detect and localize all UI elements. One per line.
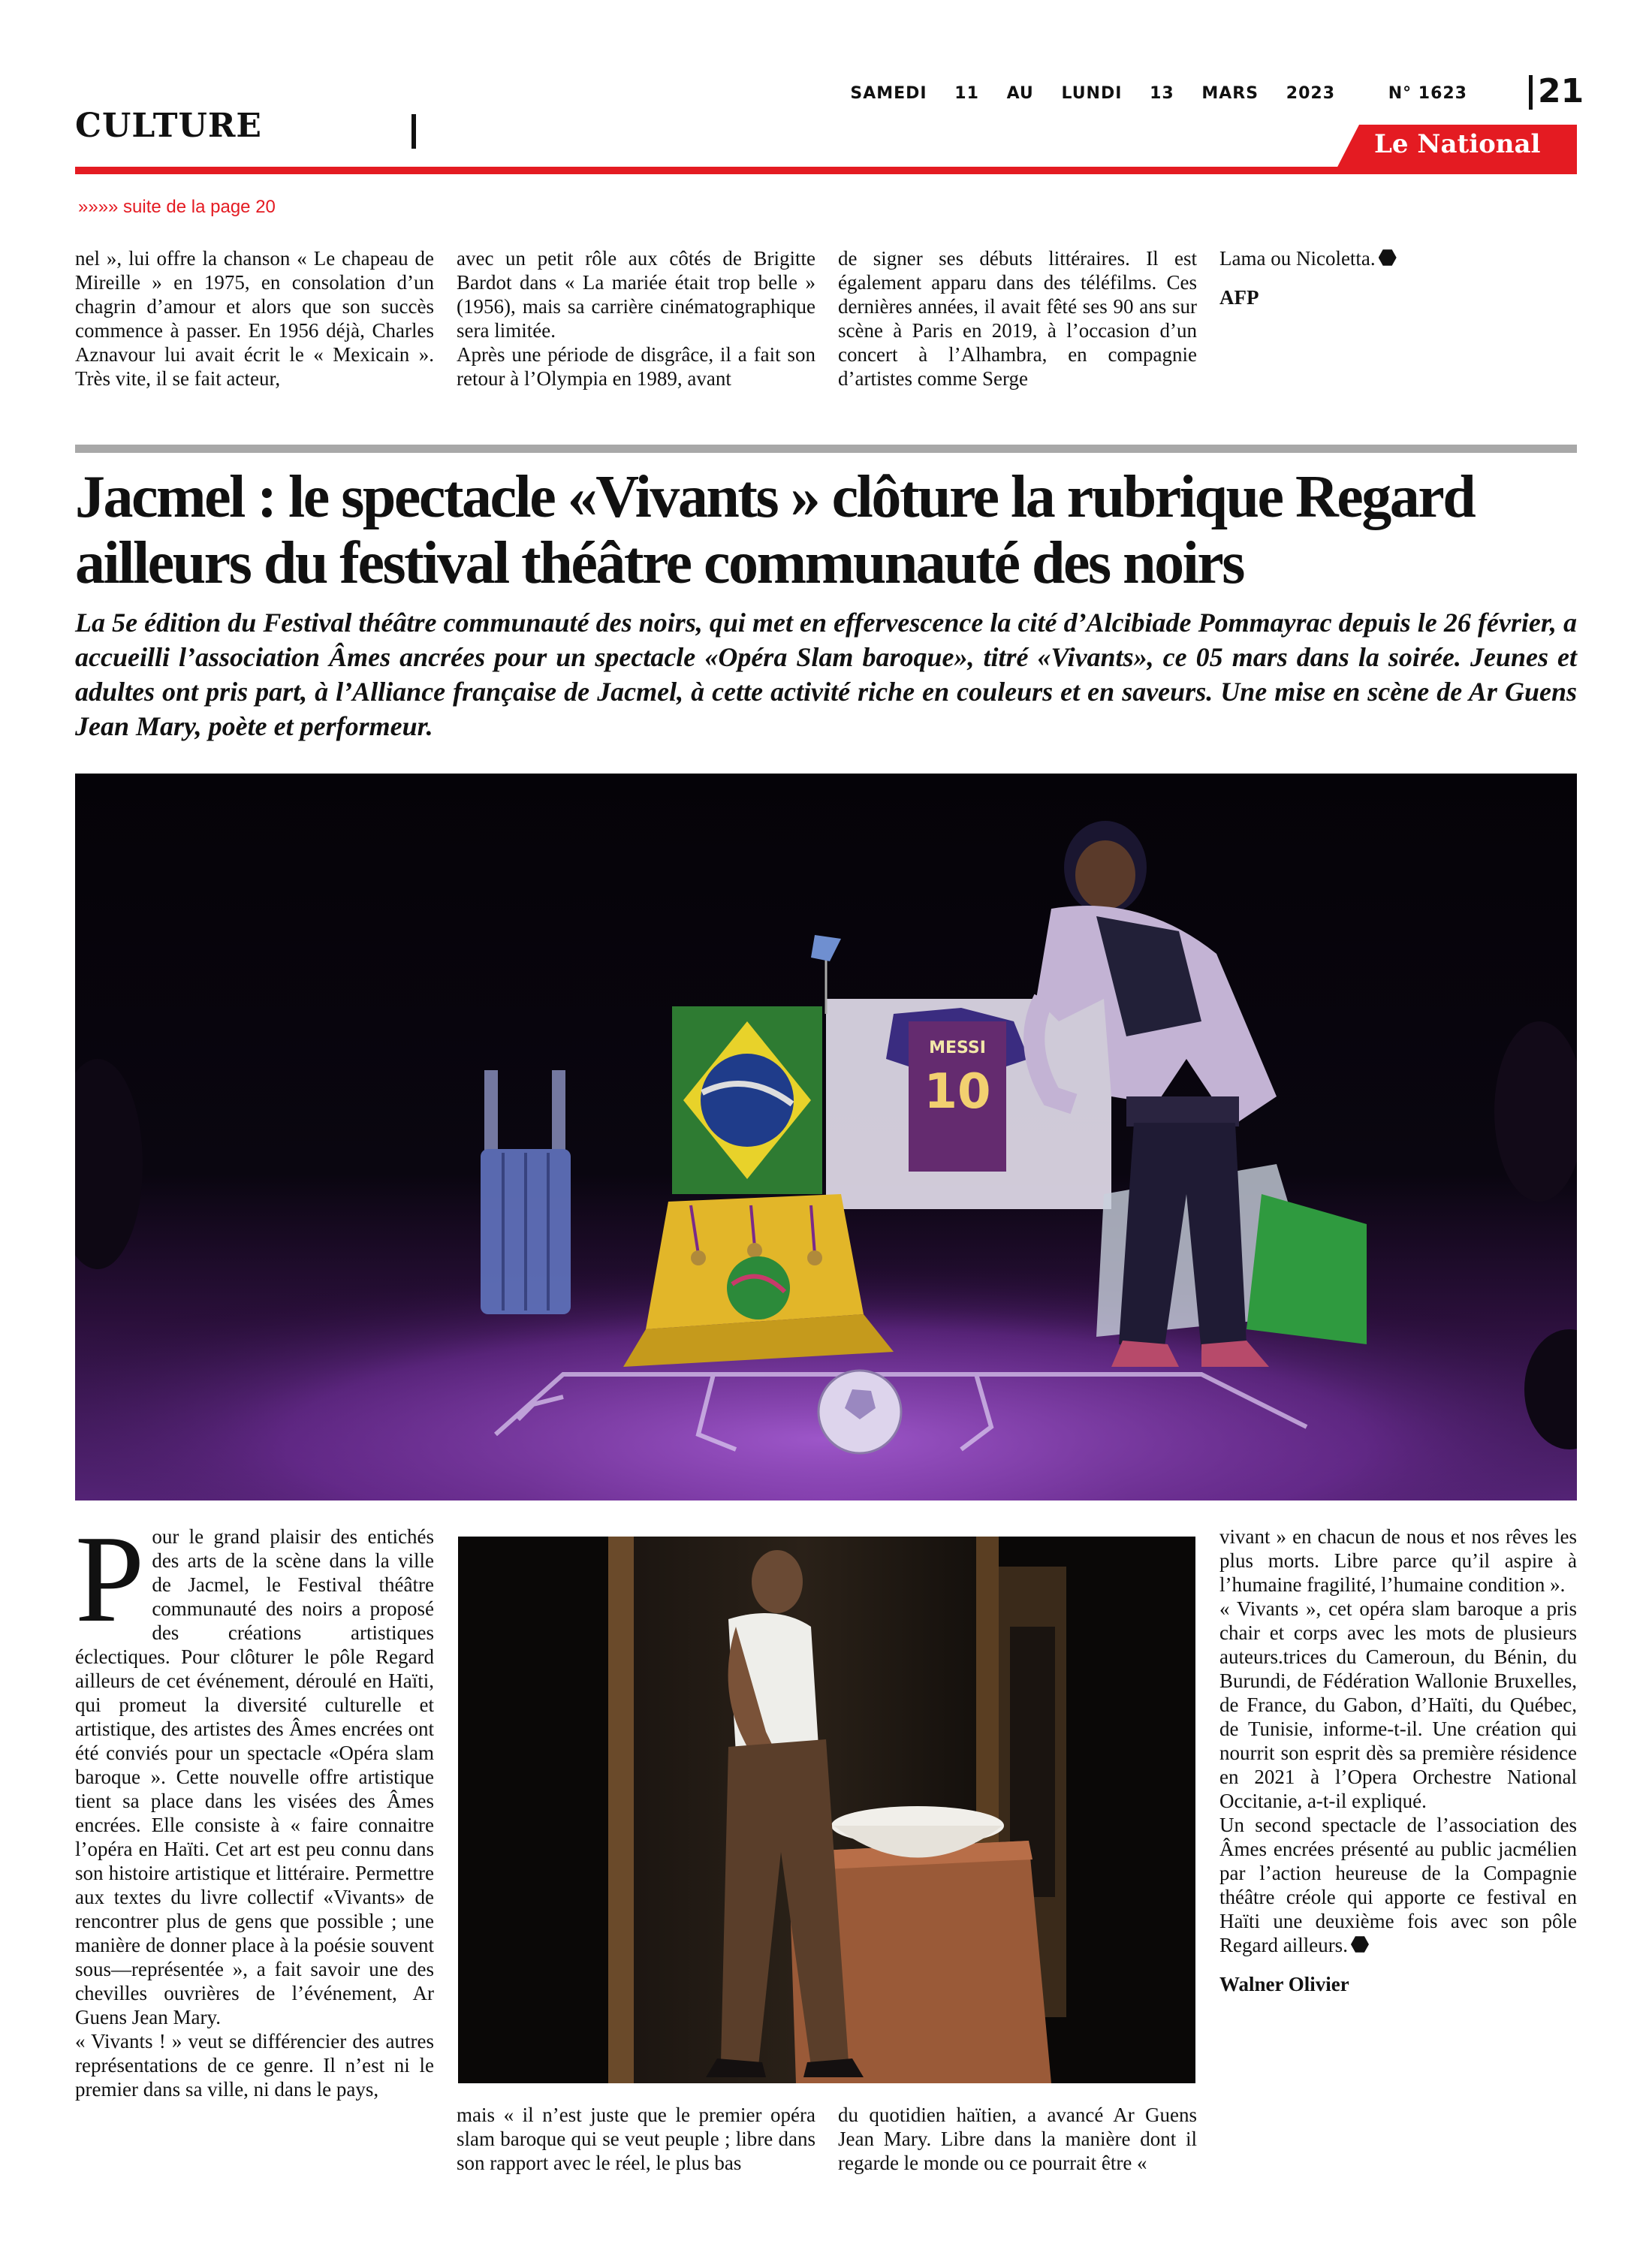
paragraph: mais « il n’est juste que le premier opéra slam baroque qui se veut peuple ; libre dans son rapport avec le réel, le plus bas [457, 2104, 815, 2174]
article-separator [75, 445, 1577, 453]
date-part: 2023 [1286, 84, 1336, 103]
date-part: AU [1006, 84, 1034, 103]
masthead-brand: Le National [1374, 129, 1541, 159]
end-mark-icon [1351, 1935, 1369, 1953]
stage-photo [75, 774, 1577, 1500]
date-part: 13 [1150, 84, 1174, 103]
article-col-3 [838, 2103, 1197, 2175]
paragraph: « Vivants », cet opéra slam baroque a pris chair et corps avec les mots de plusieurs auteurs.trices du Cameroun, du Bénin, du Burundi, de Fédération Wallonie Bruxelles, de France, du Gabon, d’Haïti, du Québec, de Tunisie, informe-t-il. Une création qui nourrit son esprit dès sa première résidence en 2021 à l’Opera Orchestre National Occitanie, a-t-il expliqué. [1219, 1597, 1577, 1812]
paragraph: vivant » en chacun de nous et nos rêves les plus morts. Libre parce qu’il aspire à l’humaine fragilité, l’humaine condition ». [1219, 1525, 1577, 1596]
paragraph [75, 1510, 434, 2029]
top-article-col-3 [838, 246, 1197, 391]
stage-photo-illustration [75, 774, 1577, 1500]
paragraph [1219, 246, 1577, 270]
soccer-ball [818, 1371, 901, 1453]
issue-number: N° 1623 [1388, 84, 1467, 103]
jersey-number: 10 [924, 1064, 991, 1120]
paragraph-text: Lama ou Nicoletta. [1219, 247, 1376, 270]
jersey-name: MESSI [929, 1039, 986, 1057]
article-standfirst: La 5e édition du Festival théâtre communauté des noirs, qui met en effervescence la cité d’Alcibiade Pommayrac depuis le 26 février, a accueilli l’association Âmes ancrées pour un spectacle «Opéra Slam baroque», titré «Vivants», ce 05 mars dans la soirée. Jeunes et adultes ont pris part, à l’Alliance française de Jacmel, à cette activité riche en couleurs et en saveurs. Une mise en scène de Ar Guens Jean Mary, poète et performeur. [75, 608, 1577, 741]
paragraph: du quotidien haïtien, a avancé Ar Guens Jean Mary. Libre dans la manière dont il regarde le monde ou ce pourrait être « [838, 2104, 1197, 2174]
page-number: 21 [1538, 72, 1584, 110]
section-divider [411, 114, 416, 149]
page-number-divider [1529, 75, 1533, 110]
paragraph: de signer ses débuts littéraires. Il est également apparu dans des téléfilms. Ces dernières années, il avait fêté ses 90 ans sur scène à Paris en 2019, à l’occasion d’un concert à l’Alhambra, en compagnie d’artistes comme Serge [838, 247, 1197, 390]
article-col-4 [1219, 1525, 1577, 1996]
paragraph-text: our le grand plaisir des entichés des arts de la scène dans la ville de Jacmel, le Festival théâtre communauté des noirs a proposé des créations artistiques éclectiques. Pour clôturer le pôle Regard ailleurs de cet événement, déroulé en Haïti, qui promeut la diversité culturelle et artistique, des artistes des Âmes encrées ont été conviés pour un spectacle «Opéra slam baroque ». Cette nouvelle offre artistique tient sa place dans les visées des Âmes encrées. Elle consiste à « faire connaitre l’opéra en Haïti. Cet art est peu connu dans son histoire artistique et littéraire. Permettre aux textes du livre collectif «Vivants» de rencontrer plus de gens que possible ; une manière de donner place à la poésie souvent sous—représentée », a fait savoir une des chevilles ouvrières de l’événement, Ar Guens Jean Mary. [75, 1525, 434, 2028]
section-label: CULTURE [75, 107, 262, 145]
paragraph: Après une période de disgrâce, il a fait son retour à l’Olympia en 1989, avant [457, 343, 815, 390]
suitcase [481, 1070, 571, 1314]
byline: AFP [1219, 286, 1259, 309]
article-headline: Jacmel : le spectacle «Vivants » clôture la rubrique Regard ailleurs du festival théâtre communauté des noirs [75, 464, 1475, 596]
top-article-col-2 [457, 246, 815, 391]
top-article-col-4 [1219, 246, 1577, 309]
paragraph [1219, 1813, 1577, 1957]
article-col-1 [75, 1510, 434, 2101]
date-part: LUNDI [1061, 84, 1123, 103]
performer-photo-illustration [458, 1537, 1195, 2083]
end-mark-icon [1379, 249, 1397, 267]
paragraph: « Vivants ! » veut se différencier des autres représentations de ce genre. Il n’est ni le premier dans sa ville, ni dans le pays, [75, 2030, 434, 2101]
paragraph-text: Un second spectacle de l’association des Âmes encrées présenté au public jacmélien par l’action heureuse de la Compagnie théâtre créole qui apporte ce festival en Haïti une deuxième fois avec son pôle Regard ailleurs. [1219, 1814, 1577, 1956]
date-part: MARS [1201, 84, 1259, 103]
brazil-flag [672, 1006, 822, 1194]
top-article-col-1 [75, 246, 434, 391]
continued-from-link[interactable]: »»»» suite de la page 20 [78, 197, 276, 217]
article-col-2 [457, 2103, 815, 2175]
date-part: 11 [954, 84, 979, 103]
byline: Walner Olivier [1219, 1973, 1349, 1995]
paragraph: nel », lui offre la chanson « Le chapeau de Mireille » en 1975, en consolation d’un chagrin d’amour et alors que son succès commence à passer. En 1956 déjà, Charles Aznavour lui avait écrit le « Mexicain ». Très vite, il se fait acteur, [75, 247, 434, 390]
paragraph: avec un petit rôle aux côtés de Brigitte Bardot dans « La mariée était trop belle » (1956), mais sa carrière cinématographique sera limitée. [457, 247, 815, 342]
dateline [829, 84, 1467, 103]
date-part: SAMEDI [850, 84, 927, 103]
performer-photo [458, 1537, 1195, 2083]
drop-cap: P [75, 1510, 145, 1648]
